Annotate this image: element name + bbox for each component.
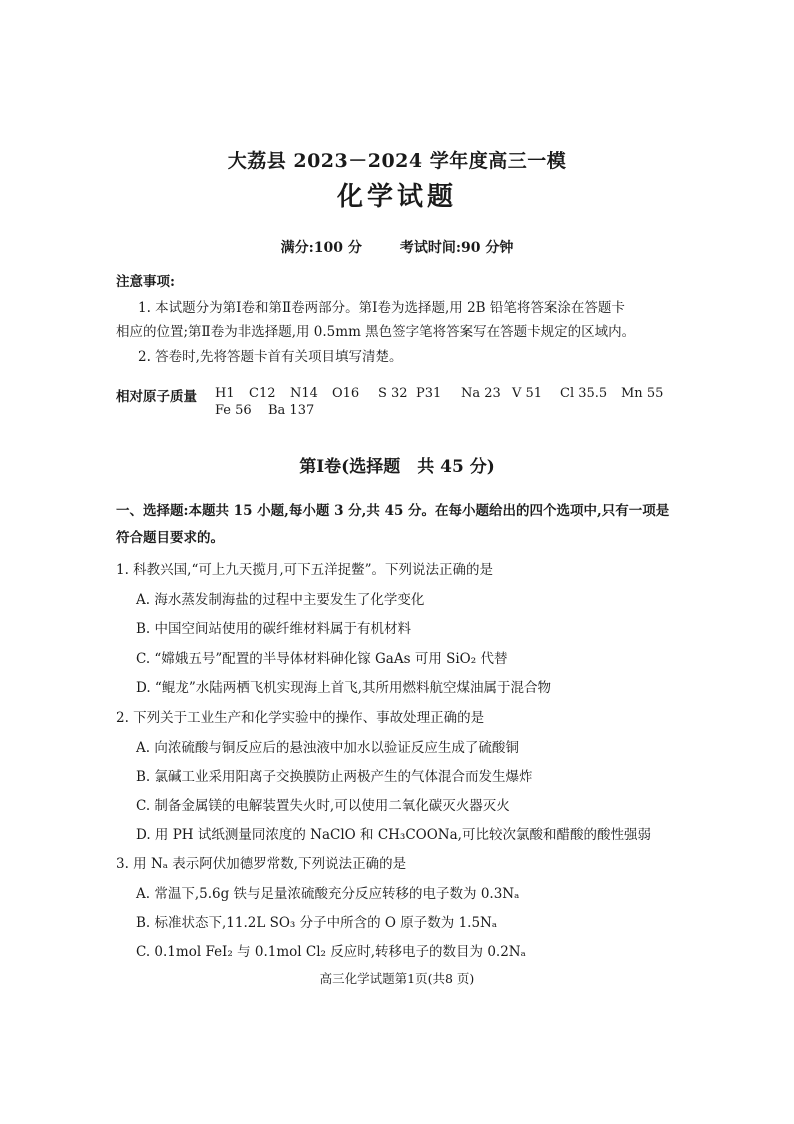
- atomic-mass-item: O16: [332, 386, 360, 401]
- page-footer: 高三化学试题第1页(共8 页): [319, 971, 475, 986]
- question-2-option-b: B. 氯碱工业采用阳离子交换膜防止两极产生的气体混合而发生爆炸: [136, 769, 533, 785]
- section-intro-cont: 符合题目要求的。: [116, 530, 224, 546]
- question-3-option-c: C. 0.1mol FeI₂ 与 0.1mol Cl₂ 反应时,转移电子的数目为 0.2Nₐ: [136, 944, 526, 960]
- notice-item-1-cont: 相应的位置;第Ⅱ卷为非选择题,用 0.5mm 黑色签字笔将答案写在答题卡规定的区域内。: [116, 324, 636, 340]
- notice-item-1: 1. 本试题分为第Ⅰ卷和第Ⅱ卷两部分。第Ⅰ卷为选择题,用 2B 铅笔将答案涂在答题卡: [138, 300, 625, 316]
- atomic-mass-item: C12: [249, 386, 276, 401]
- question-3-stem: 3. 用 Nₐ 表示阿伏加德罗常数,下列说法正确的是: [116, 856, 407, 872]
- section-title: 第Ⅰ卷(选择题 共 45 分): [299, 457, 495, 477]
- question-2-option-c: C. 制备金属镁的电解装置失火时,可以使用二氧化碳灭火器灭火: [136, 798, 510, 814]
- atomic-mass-item: P31: [416, 386, 442, 401]
- question-2-stem: 2. 下列关于工业生产和化学实验中的操作、事故处理正确的是: [116, 710, 485, 726]
- exam-info: [0, 237, 794, 257]
- full-score: 满分:100 分: [280, 240, 362, 256]
- question-1-stem: 1. 科教兴国,“可上九天揽月,可下五洋捉鳖”。下列说法正确的是: [116, 562, 494, 578]
- question-2-option-d: D. 用 PH 试纸测量同浓度的 NaClO 和 CH₃COONa,可比较次氯酸和醋酸的酸性强弱: [136, 827, 651, 843]
- question-1-option-b: B. 中国空间站使用的碳纤维材料属于有机材料: [136, 621, 412, 637]
- atomic-mass-heading: 相对原子质量: [116, 389, 197, 405]
- question-1-option-c: C. “嫦娥五号”配置的半导体材料砷化镓 GaAs 可用 SiO₂ 代替: [136, 651, 508, 667]
- question-3-option-b: B. 标准状态下,11.2L SO₃ 分子中所含的 O 原子数为 1.5Nₐ: [136, 915, 498, 931]
- atomic-mass-item: H1: [215, 386, 235, 401]
- atomic-mass-item: Cl 35.5: [560, 386, 608, 401]
- question-1-option-a: A. 海水蒸发制海盐的过程中主要发生了化学变化: [136, 592, 425, 608]
- atomic-mass-item: V 51: [512, 386, 543, 401]
- question-3-option-a: A. 常温下,5.6g 铁与足量浓硫酸充分反应转移的电子数为 0.3Nₐ: [136, 886, 520, 902]
- atomic-mass-item: Mn 55: [621, 386, 664, 401]
- section-intro: 一、选择题:本题共 15 小题,每小题 3 分,共 45 分。在每小题给出的四个选项中,只有一项是: [116, 503, 670, 519]
- atomic-mass-item: S 32: [378, 386, 408, 401]
- atomic-mass-item: Ba 137: [268, 403, 315, 418]
- notice-item-2: 2. 答卷时,先将答题卡首有关项目填写清楚。: [138, 349, 403, 365]
- notice-heading: 注意事项:: [116, 274, 175, 290]
- atomic-mass-item: Fe 56: [215, 403, 252, 418]
- atomic-mass-item: Na 23: [461, 386, 501, 401]
- exam-title: 大荔县 2023－2024 学年度高三一模: [227, 150, 567, 172]
- subject-title: 化学试题: [336, 182, 457, 212]
- atomic-mass-item: N14: [290, 386, 318, 401]
- question-1-option-d: D. “鲲龙”水陆两栖飞机实现海上首飞,其所用燃料航空煤油属于混合物: [136, 680, 552, 696]
- question-2-option-a: A. 向浓硫酸与铜反应后的悬浊液中加水以验证反应生成了硫酸铜: [136, 740, 519, 756]
- exam-time: 考试时间:90 分钟: [399, 240, 514, 256]
